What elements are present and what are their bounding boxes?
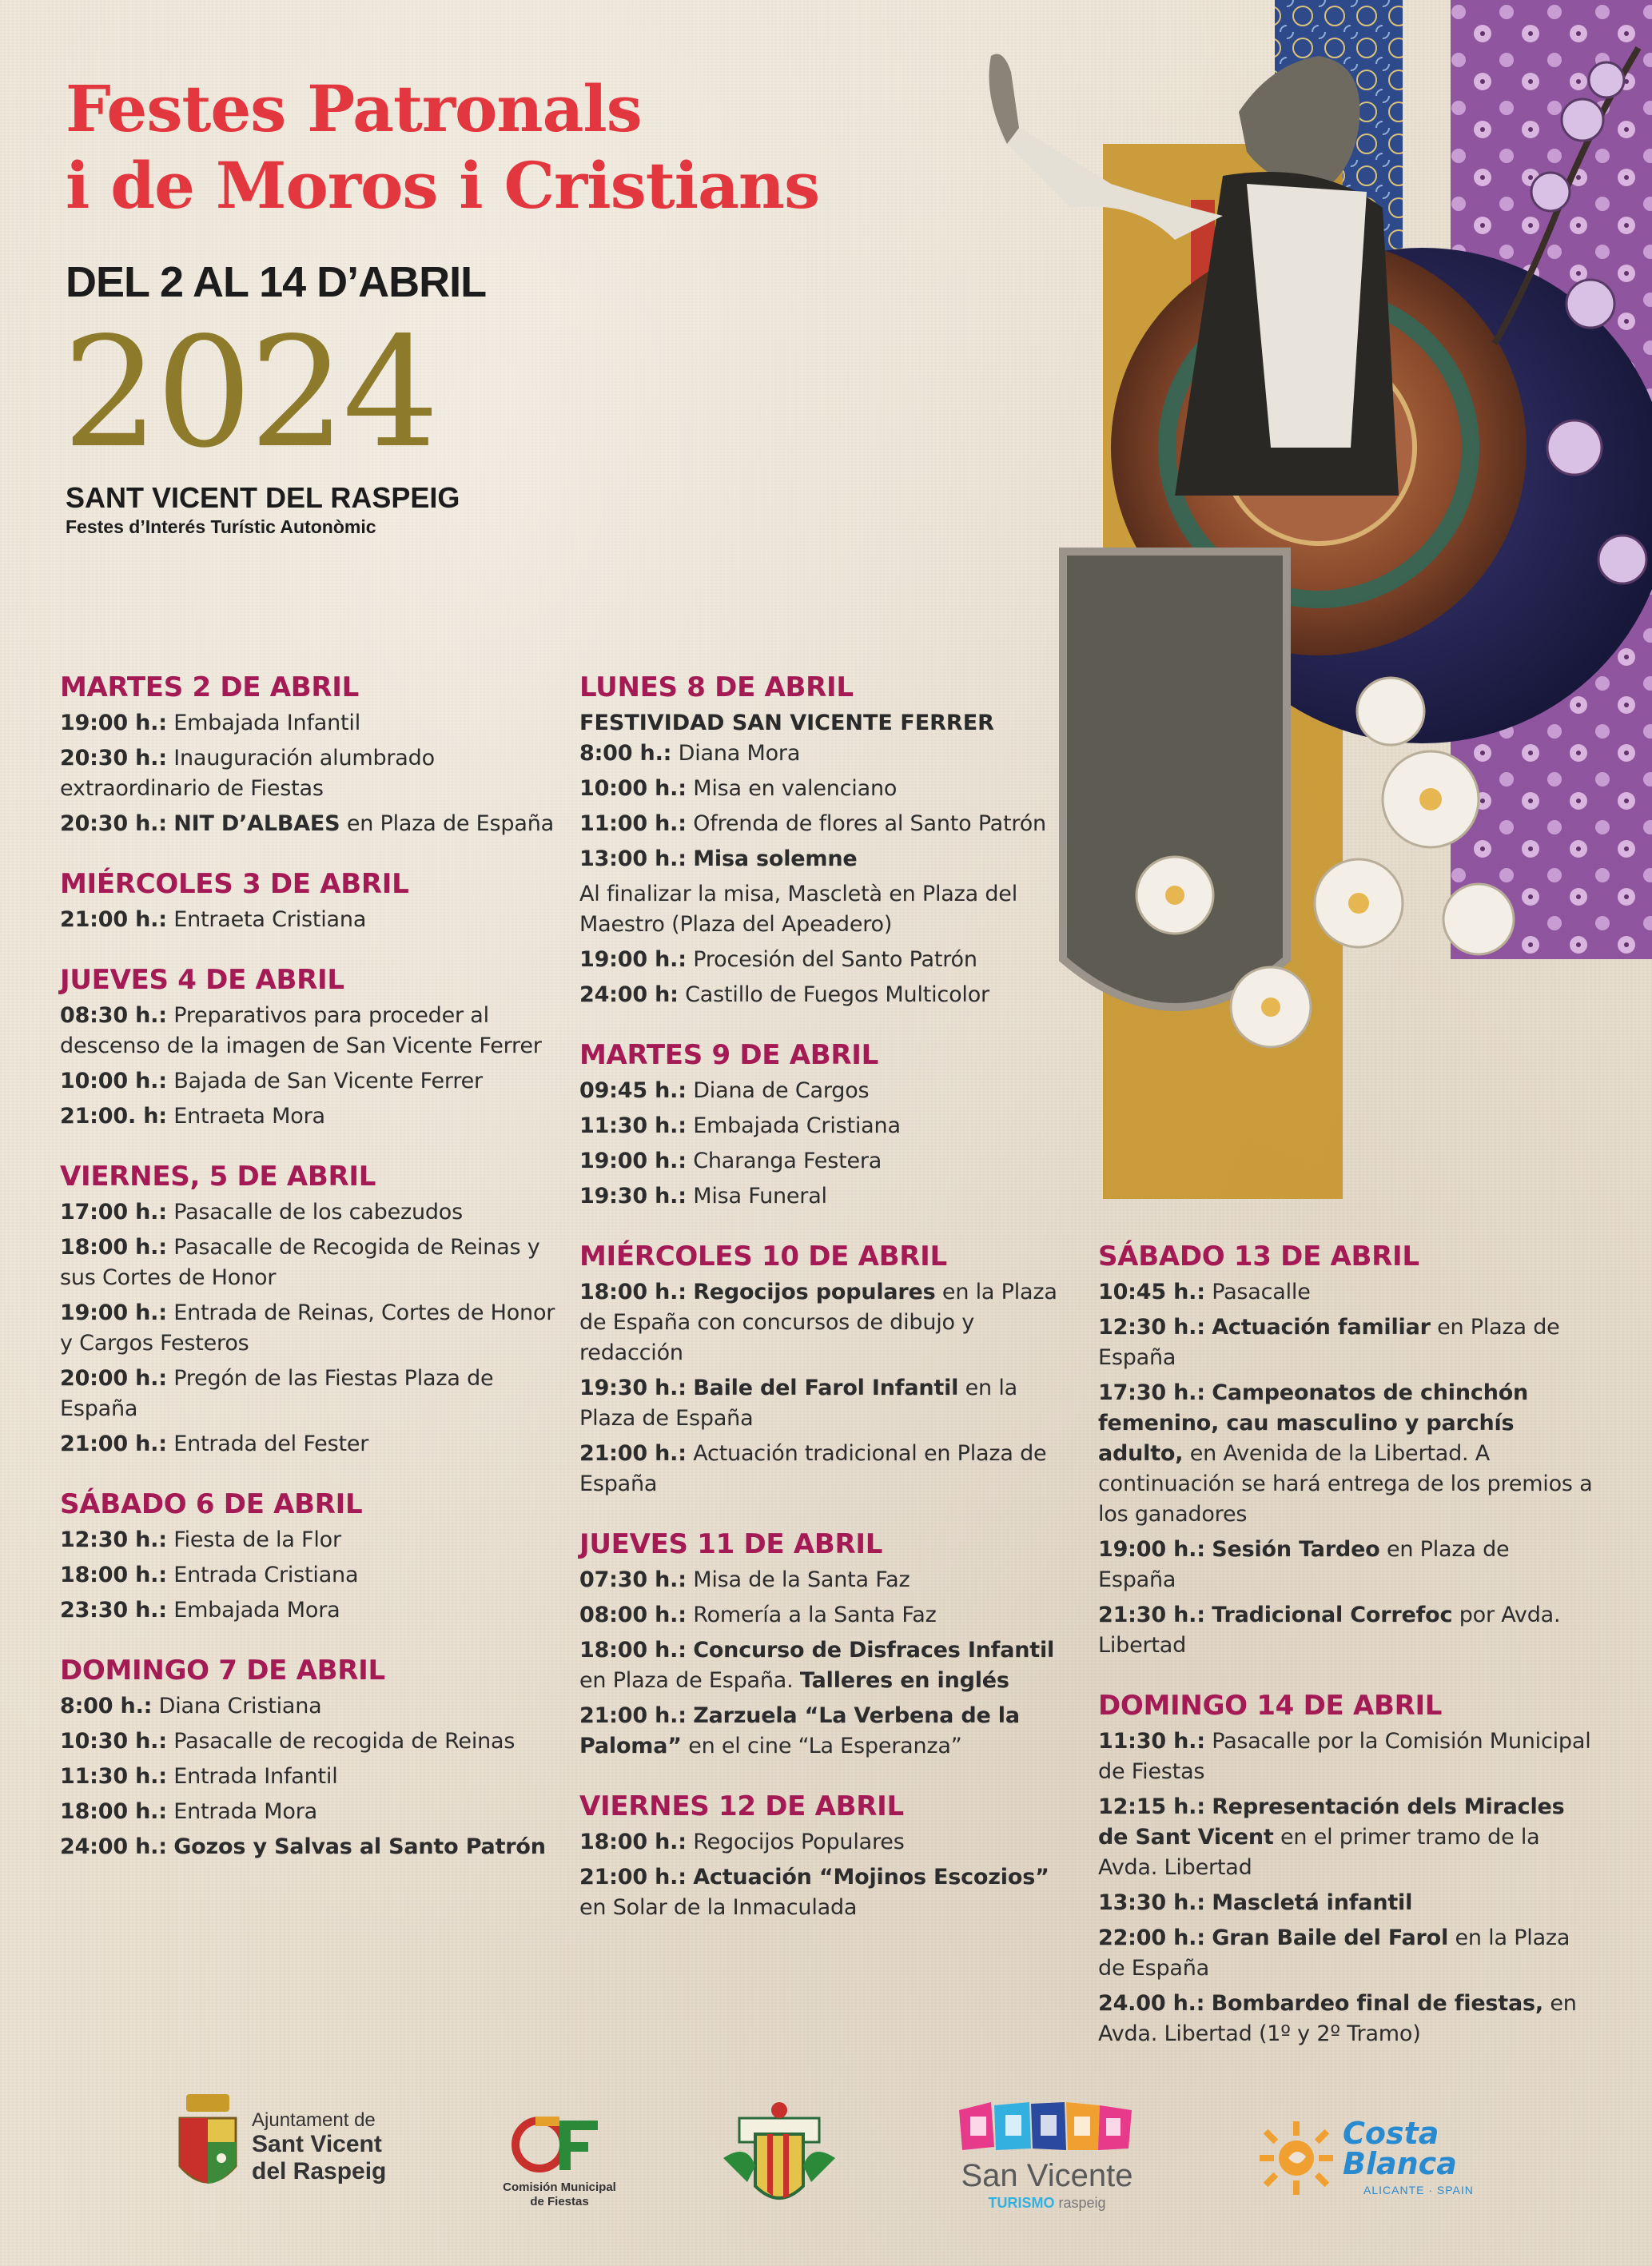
event-description: en Plaza de España	[1098, 1537, 1510, 1592]
event-highlight: Mascletá infantil	[1212, 1890, 1413, 1915]
event-time: 19:00 h.:	[579, 1149, 687, 1173]
event-description: Entrada Cristiana	[173, 1563, 359, 1587]
schedule-column-2	[579, 670, 1075, 1950]
day-block	[60, 1159, 555, 1460]
day-block	[60, 1653, 555, 1862]
day-heading: VIERNES 12 DE ABRIL	[579, 1790, 904, 1822]
festival-year: 2024	[62, 305, 436, 481]
day-heading: SÁBADO 13 DE ABRIL	[1098, 1241, 1419, 1272]
event-highlight: Zarzuela “La Verbena de la Paloma”	[579, 1703, 1020, 1758]
comision-fiestas-logo-icon	[512, 2109, 607, 2180]
schedule-column-1	[60, 670, 555, 1890]
event-time: 13:30 h.:	[1098, 1890, 1205, 1915]
event-time: 23:30 h.:	[60, 1598, 167, 1623]
event-item	[579, 1600, 1075, 1631]
event-item	[60, 1832, 555, 1862]
event-item	[1098, 1535, 1594, 1595]
event-item	[579, 809, 1075, 839]
event-description: Misa en valenciano	[693, 776, 898, 801]
event-highlight: Actuación “Mojinos Escozios”	[693, 1865, 1049, 1890]
event-item	[60, 1298, 555, 1359]
event-item	[579, 1565, 1075, 1595]
event-highlight: NIT D’ALBAES	[173, 811, 340, 836]
event-description: en Solar de la Inmaculada	[579, 1895, 858, 1920]
tourist-interest-label: Festes d’Interés Turístic Autonòmic	[66, 516, 376, 537]
event-time: 10:45 h.:	[1098, 1280, 1205, 1304]
event-item	[579, 1146, 1075, 1177]
event-time: 18:00 h.:	[60, 1563, 167, 1587]
event-item	[579, 1827, 1075, 1858]
day-block	[579, 1789, 1075, 1923]
ayuntamiento-line2: Sant Vicent	[252, 2131, 382, 2157]
day-block	[60, 670, 555, 839]
event-highlight: Concurso de Disfraces Infantil	[693, 1638, 1055, 1663]
event-description: Inauguración alumbrado extraordinario de Fiestas	[60, 746, 435, 801]
event-time: 21:00 h.:	[579, 1703, 687, 1728]
event-time: 07:30 h.:	[579, 1567, 687, 1592]
poster-title	[66, 70, 819, 224]
day-heading: SÁBADO 6 DE ABRIL	[60, 1488, 363, 1520]
event-item	[60, 1429, 555, 1460]
event-description: en el primer tramo de la Avda. Libertad	[1098, 1825, 1540, 1880]
event-time: 18:00 h.:	[60, 1235, 167, 1260]
event-item	[60, 1233, 555, 1293]
event-description: Actuación tradicional en Plaza de España	[579, 1441, 1047, 1496]
event-item	[579, 774, 1075, 804]
event-time: 22:00 h.:	[1098, 1926, 1205, 1950]
event-item	[579, 739, 1075, 769]
event-description: en la Plaza de España	[579, 1376, 1017, 1431]
event-item	[60, 1525, 555, 1555]
event-description: Pregón de las Fiestas Plaza de España	[60, 1366, 494, 1421]
event-time: 11:30 h.:	[60, 1764, 167, 1789]
day-heading: MARTES 9 DE ABRIL	[579, 1039, 878, 1071]
event-item	[579, 1181, 1075, 1212]
event-time: 21:00 h.:	[579, 1441, 687, 1466]
event-highlight: Sesión Tardeo	[1212, 1537, 1380, 1562]
costa-blanca-sub: ALICANTE · SPAIN	[1363, 2184, 1474, 2196]
event-description: Embajada Mora	[173, 1598, 340, 1623]
event-time: 17:30 h.:	[1098, 1380, 1205, 1405]
event-item	[60, 905, 555, 935]
event-time: 19:00 h.:	[60, 711, 167, 735]
day-heading: MIÉRCOLES 10 DE ABRIL	[579, 1241, 947, 1272]
event-description: en Avda. Libertad (1º y 2º Tramo)	[1098, 1991, 1577, 2046]
event-description: Castillo de Fuegos Multicolor	[685, 982, 989, 1007]
event-time: 13:00 h.:	[579, 846, 687, 871]
day-heading: VIERNES, 5 DE ABRIL	[60, 1161, 376, 1193]
event-time: 20:30 h.:	[60, 746, 167, 771]
event-description: Fiesta de la Flor	[173, 1527, 341, 1552]
event-description: Entrada Mora	[173, 1799, 317, 1824]
comision-line2: de Fiestas	[530, 2195, 589, 2208]
event-time: 24.00 h.:	[1098, 1991, 1205, 2016]
day-heading: JUEVES 11 DE ABRIL	[579, 1528, 883, 1560]
schedule-column-3	[1098, 1239, 1594, 2077]
event-highlight: Baile del Farol Infantil	[693, 1376, 959, 1400]
event-description: Pasacalle de los cabezudos	[173, 1200, 463, 1225]
event-item	[60, 1364, 555, 1424]
event-item	[1098, 1277, 1594, 1308]
poster-title-line1: Festes Patronals	[66, 71, 642, 146]
day-block	[579, 1239, 1075, 1499]
sponsor-logos	[0, 2078, 1652, 2222]
event-time: 8:00 h.:	[60, 1694, 153, 1718]
costa-line2: Blanca	[1343, 2146, 1457, 2181]
event-item	[579, 1701, 1075, 1762]
costa-line1: Costa	[1343, 2116, 1439, 2151]
comision-logo-text	[492, 2180, 627, 2209]
day-block	[60, 962, 555, 1132]
event-description: por Avda. Libertad	[1098, 1603, 1561, 1658]
san-vicente-turismo-logo-icon	[959, 2102, 1135, 2158]
event-item	[60, 1595, 555, 1626]
day-block	[579, 1527, 1075, 1762]
day-block	[1098, 1239, 1594, 1661]
event-time: 10:30 h.:	[60, 1729, 167, 1754]
event-time: 21:30 h.:	[1098, 1603, 1205, 1627]
event-highlight: Gran Baile del Farol	[1212, 1926, 1449, 1950]
event-time: 19:00 h.:	[1098, 1537, 1205, 1562]
event-description: Misa de la Santa Faz	[693, 1567, 910, 1592]
event-time: 19:30 h.:	[579, 1184, 687, 1209]
event-item	[579, 879, 1075, 940]
event-time: 24:00 h:	[579, 982, 679, 1007]
event-highlight: Tradicional Correfoc	[1212, 1603, 1453, 1627]
san-vicente-sub-raspeig: raspeig	[1058, 2195, 1106, 2211]
event-item	[579, 945, 1075, 975]
day-heading: JUEVES 4 DE ABRIL	[60, 964, 344, 996]
day-heading: MIÉRCOLES 3 DE ABRIL	[60, 868, 409, 900]
event-item	[60, 1560, 555, 1591]
day-subheading: FESTIVIDAD SAN VICENTE FERRER	[579, 711, 994, 735]
event-description: en Avenida de la Libertad. A continuación se hará entrega de los premios a los ganadores	[1098, 1441, 1593, 1527]
event-time: 11:30 h.:	[1098, 1729, 1205, 1754]
event-time: 18:00 h.:	[579, 1638, 687, 1663]
event-description: en la Plaza de España	[1098, 1926, 1570, 1981]
event-time: 11:30 h.:	[579, 1113, 687, 1138]
event-time: 08:00 h.:	[579, 1603, 687, 1627]
event-item	[1098, 1792, 1594, 1883]
event-time: 09:45 h.:	[579, 1078, 687, 1103]
event-time: 18:00 h.:	[579, 1280, 687, 1304]
event-item	[579, 1635, 1075, 1696]
event-item	[60, 1066, 555, 1097]
event-description: en Plaza de España	[1098, 1315, 1560, 1370]
event-description: Entrada del Fester	[173, 1432, 369, 1456]
event-time: 12:30 h.:	[60, 1527, 167, 1552]
event-description: Pasacalle de Recogida de Reinas y sus Cortes de Honor	[60, 1235, 540, 1290]
event-description: en Plaza de España.	[579, 1668, 794, 1693]
event-description: Entraeta Mora	[173, 1104, 325, 1129]
event-time: 8:00 h.:	[579, 741, 672, 766]
event-time: 18:00 h.:	[60, 1799, 167, 1824]
event-item	[1098, 1726, 1594, 1787]
event-time: 10:00 h.:	[60, 1069, 167, 1093]
ayuntamiento-line1: Ajuntament de	[252, 2109, 376, 2131]
event-description: Romería a la Santa Faz	[693, 1603, 937, 1627]
event-item	[1098, 1600, 1594, 1661]
poster-title-line2: i de Moros i Cristians	[66, 148, 820, 223]
event-item	[60, 1101, 555, 1132]
event-item	[60, 1197, 555, 1228]
event-time: 20:30 h.:	[60, 811, 167, 836]
event-description: Procesión del Santo Patrón	[693, 947, 977, 972]
day-block	[579, 1037, 1075, 1212]
san-vicente-logo-name: San Vicente	[961, 2158, 1133, 2193]
day-block	[60, 1487, 555, 1626]
event-description: Entrada Infantil	[173, 1764, 338, 1789]
event-time: 19:00 h.:	[579, 947, 687, 972]
event-item	[579, 1862, 1075, 1923]
event-description: Ofrenda de flores al Santo Patrón	[693, 811, 1046, 836]
event-highlight: Actuación familiar	[1212, 1315, 1431, 1340]
event-description: Entrada de Reinas, Cortes de Honor y Cargos Festeros	[60, 1300, 555, 1356]
event-item	[1098, 1378, 1594, 1530]
event-description: Regocijos Populares	[693, 1830, 905, 1854]
event-description: Entraeta Cristiana	[173, 907, 367, 932]
event-description: Diana Mora	[678, 741, 801, 766]
festival-association-emblem-icon	[723, 2094, 835, 2214]
event-item	[579, 1076, 1075, 1106]
event-item	[60, 708, 555, 739]
festival-dates: DEL 2 AL 14 D’ABRIL	[66, 258, 487, 306]
event-highlight: Regocijos populares	[693, 1280, 936, 1304]
event-item	[579, 1111, 1075, 1141]
event-time: 10:00 h.:	[579, 776, 687, 801]
event-item	[1098, 1989, 1594, 2049]
event-item	[579, 1277, 1075, 1368]
event-description: Diana de Cargos	[693, 1078, 870, 1103]
event-time: 21:00 h.:	[60, 907, 167, 932]
event-item	[60, 1797, 555, 1827]
event-description: Pasacalle	[1212, 1280, 1311, 1304]
day-block	[60, 866, 555, 935]
event-highlight: Talleres en inglés	[799, 1668, 1009, 1693]
event-time: 20:00 h.:	[60, 1366, 167, 1391]
event-description: Misa Funeral	[693, 1184, 827, 1209]
event-description: en el cine “La Esperanza”	[688, 1734, 962, 1758]
event-description: Pasacalle por la Comisión Municipal de Fiestas	[1098, 1729, 1591, 1784]
event-time: 08:30 h.:	[60, 1003, 167, 1028]
event-time: 19:00 h.:	[60, 1300, 167, 1325]
event-item	[60, 1762, 555, 1792]
event-item	[1098, 1923, 1594, 1984]
event-description: Embajada Infantil	[173, 711, 361, 735]
event-time: 21:00 h.:	[60, 1432, 167, 1456]
event-item	[60, 743, 555, 804]
event-highlight: Bombardeo final de fiestas,	[1211, 1991, 1543, 2016]
event-description: Embajada Cristiana	[693, 1113, 901, 1138]
costa-blanca-sun-icon	[1256, 2118, 1336, 2198]
day-block	[579, 670, 1075, 1010]
event-highlight: Campeonatos de chinchón femenino, cau masculino y parchís adulto,	[1098, 1380, 1529, 1466]
event-item	[1098, 1312, 1594, 1373]
event-highlight: Gozos y Salvas al Santo Patrón	[173, 1834, 546, 1859]
event-description: Al finalizar la misa, Mascletà en Plaza del Maestro (Plaza del Apeadero)	[579, 882, 1017, 937]
event-time: 18:00 h.:	[579, 1830, 687, 1854]
san-vicente-logo-sub	[943, 2195, 1151, 2211]
event-item	[60, 809, 555, 839]
event-item	[579, 844, 1075, 874]
event-item	[579, 1373, 1075, 1434]
event-item	[1098, 1888, 1594, 1918]
event-description: Pasacalle de recogida de Reinas	[173, 1729, 516, 1754]
event-time: 21:00. h:	[60, 1104, 167, 1129]
town-coat-of-arms-icon	[172, 2086, 244, 2206]
metal-shield	[1063, 552, 1287, 1007]
day-heading: DOMINGO 7 DE ABRIL	[60, 1655, 385, 1687]
event-description: Bajada de San Vicente Ferrer	[173, 1069, 483, 1093]
event-item	[60, 1001, 555, 1061]
event-time: 12:30 h.:	[1098, 1315, 1205, 1340]
event-time: 19:30 h.:	[579, 1376, 687, 1400]
ayuntamiento-line3: del Raspeig	[252, 2158, 387, 2184]
event-item	[579, 980, 1075, 1010]
event-description: Diana Cristiana	[158, 1694, 322, 1718]
event-description: Charanga Festera	[693, 1149, 882, 1173]
event-description: en Plaza de España	[346, 811, 554, 836]
event-description: Preparativos para proceder al descenso de la imagen de San Vicente Ferrer	[60, 1003, 542, 1058]
event-description: en la Plaza de España con concursos de dibujo y redacción	[579, 1280, 1057, 1365]
event-item	[579, 1439, 1075, 1499]
day-heading: LUNES 8 DE ABRIL	[579, 671, 854, 703]
costa-blanca-logo-text	[1343, 2118, 1457, 2179]
day-block	[1098, 1688, 1594, 2049]
event-time: 17:00 h.:	[60, 1200, 167, 1225]
san-vicente-sub-turismo: TURISMO	[988, 2195, 1055, 2211]
event-time: 24:00 h.:	[60, 1834, 167, 1859]
town-name: SANT VICENT DEL RASPEIG	[66, 481, 460, 514]
comision-line1: Comisión Municipal	[503, 2180, 616, 2194]
event-item	[60, 1726, 555, 1757]
day-heading: DOMINGO 14 DE ABRIL	[1098, 1690, 1443, 1722]
event-time: 12:15 h.:	[1098, 1794, 1205, 1819]
event-highlight: Representación dels Miracles de Sant Vicent	[1098, 1794, 1565, 1850]
event-item	[60, 1691, 555, 1722]
day-heading: MARTES 2 DE ABRIL	[60, 671, 359, 703]
event-time: 21:00 h.:	[579, 1865, 687, 1890]
event-highlight: Misa solemne	[693, 846, 858, 871]
event-time: 11:00 h.:	[579, 811, 687, 836]
ayuntamiento-logo-text	[252, 2110, 386, 2185]
